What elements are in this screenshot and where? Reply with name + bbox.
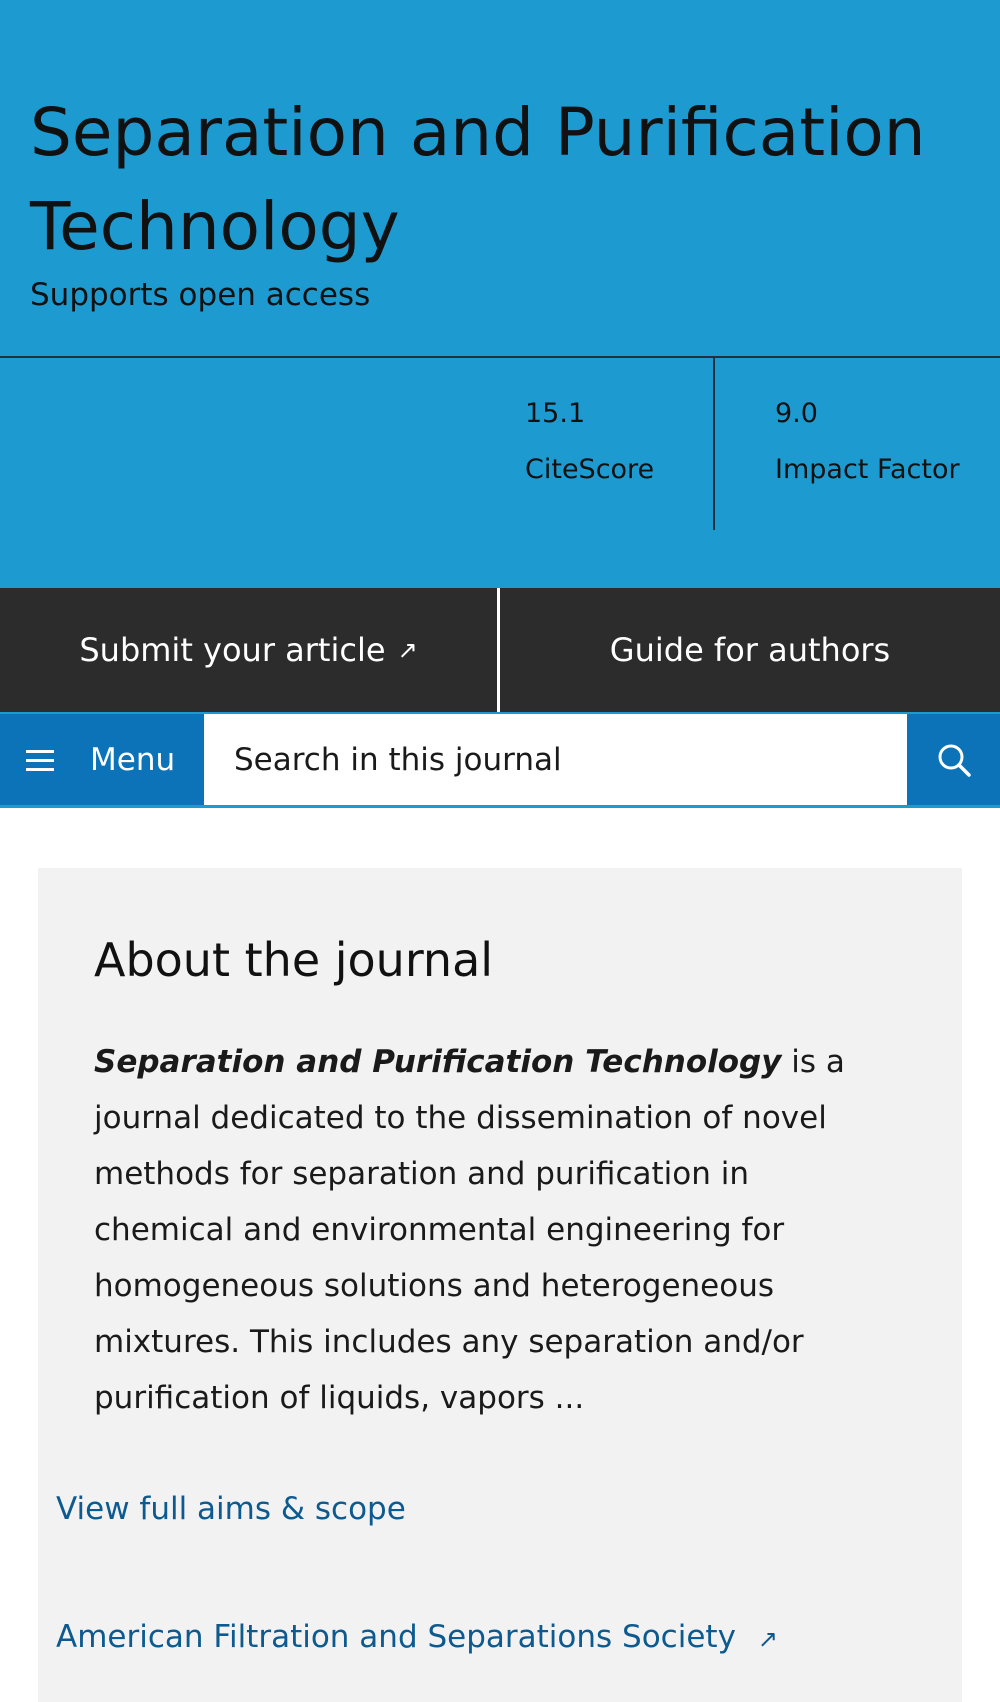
about-heading: About the journal [94,933,494,987]
impact-factor-label: Impact Factor [775,454,960,485]
impact-factor-metric[interactable] [775,396,960,488]
citescore-metric[interactable] [525,396,654,488]
journal-name-emphasis: Separation and Purification Technology [94,1044,782,1080]
citescore-label: CiteScore [525,454,655,485]
society-link[interactable] [56,1616,778,1660]
search-icon [935,741,973,779]
society-link-label: American Filtration and Separations Society [56,1619,736,1655]
menu-label: Menu [90,741,176,778]
guide-for-authors-label: Guide for authors [609,631,891,669]
impact-factor-value: 9.0 [775,398,818,429]
citescore-value: 15.1 [525,398,586,429]
hamburger-menu-icon [26,747,56,773]
menu-button[interactable] [0,714,204,805]
search-button[interactable] [907,714,1000,805]
external-link-arrow-icon: ↗ [757,1625,778,1653]
external-link-arrow-icon: ↗ [397,636,418,664]
header-divider [0,356,1000,358]
journal-navbar [0,712,1000,808]
description-text: is a journal dedicated to the dissemination of novel methods for separation and purification in chemical and environmental engineering for homogeneous solutions and heterogeneous mixtures. This includes any separation and/or purification of liquids, vapors ... [94,1044,845,1416]
about-description [94,1034,894,1426]
action-bar [0,588,1000,712]
view-aims-scope-label: View full aims & scope [56,1491,406,1527]
open-access-label: Supports open access [30,277,371,313]
metric-divider [713,358,715,530]
guide-for-authors-button[interactable] [500,588,1000,712]
journal-title: Separation and Purification Technology [30,94,926,265]
submit-article-label: Submit your article [79,631,386,669]
about-journal-card [38,868,962,1702]
journal-header [0,0,1000,588]
journal-search-input[interactable] [204,714,907,805]
view-aims-scope-link[interactable] [56,1488,406,1530]
submit-article-button[interactable] [0,588,497,712]
